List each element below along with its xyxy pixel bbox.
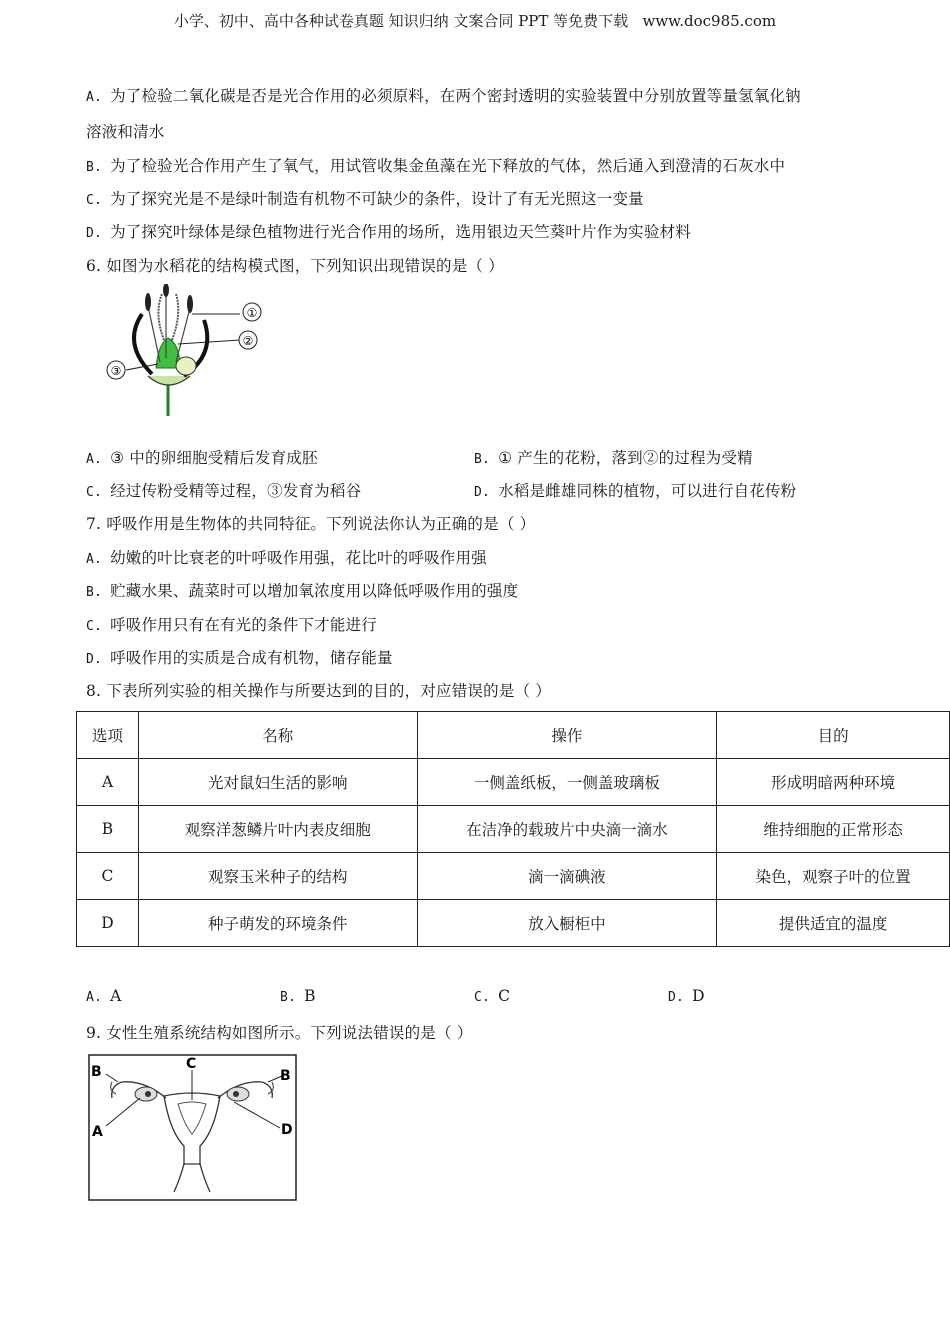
- table-cell: 提供适宜的温度: [717, 900, 950, 947]
- table-cell: A: [77, 759, 139, 806]
- header-text: 小学、初中、高中各种试卷真题 知识归纳 文案合同 PPT 等免费下载: [173, 12, 629, 30]
- q7-option-c: C. 呼吸作用只有在有光的条件下才能进行: [86, 616, 377, 634]
- table-header-cell: 操作: [417, 712, 717, 759]
- figure-label-c: C: [186, 1056, 197, 1072]
- table-header-row: [77, 712, 950, 759]
- q8-answer-d: D. D: [668, 987, 705, 1005]
- q9-stem: 9. 女性生殖系统结构如图所示。下列说法错误的是（ ）: [86, 1024, 473, 1042]
- table-header-cell: 目的: [717, 712, 950, 759]
- table-header-cell: 选项: [77, 712, 139, 759]
- header-site-link[interactable]: www.doc985.com: [642, 12, 777, 30]
- q7-option-b: B. 贮藏水果、蔬菜时可以增加氧浓度用以降低呼吸作用的强度: [86, 582, 519, 600]
- q7-stem: 7. 呼吸作用是生物体的共同特征。下列说法你认为正确的是（ ）: [86, 515, 536, 533]
- q6-stem: 6. 如图为水稻花的结构模式图，下列知识出现错误的是（ ）: [86, 257, 504, 275]
- table-cell: 维持细胞的正常形态: [717, 806, 950, 853]
- table-cell: 染色，观察子叶的位置: [717, 853, 950, 900]
- table-cell: D: [77, 900, 139, 947]
- q8-answer-b: B. B: [280, 987, 316, 1005]
- table-row: [77, 853, 950, 900]
- flower-label-1: ①: [246, 306, 258, 320]
- female-reproductive-diagram: [88, 1054, 298, 1202]
- table-cell: 放入橱柜中: [417, 900, 717, 947]
- table-cell: 滴一滴碘液: [417, 853, 717, 900]
- q8-table: [76, 711, 950, 947]
- figure-label-b-left: B: [91, 1064, 102, 1080]
- q6-option-b: B. ① 产生的花粉，落到②的过程为受精: [474, 449, 753, 467]
- table-cell: 种子萌发的环境条件: [138, 900, 417, 947]
- table-cell: 形成明暗两种环境: [717, 759, 950, 806]
- rice-flower-diagram: [100, 284, 270, 420]
- q7-option-d: D. 呼吸作用的实质是合成有机物，储存能量: [86, 649, 393, 667]
- figure-label-d: D: [281, 1122, 293, 1138]
- table-cell: C: [77, 853, 139, 900]
- q5-option-c: C. 为了探究光是不是绿叶制造有机物不可缺少的条件，设计了有无光照这一变量: [86, 190, 644, 208]
- table-row: [77, 900, 950, 947]
- q8-stem: 8. 下表所列实验的相关操作与所要达到的目的，对应错误的是（ ）: [86, 682, 552, 700]
- q5-option-d: D. 为了探究叶绿体是绿色植物进行光合作用的场所，选用银边天竺葵叶片作为实验材料: [86, 223, 691, 241]
- q8-answer-a: A. A: [86, 987, 122, 1005]
- flower-label-3: ③: [110, 364, 122, 378]
- table-cell: 观察玉米种子的结构: [138, 853, 417, 900]
- page-header: [0, 10, 950, 31]
- flower-label-2: ②: [242, 334, 254, 348]
- figure-label-b-right: B: [280, 1068, 291, 1084]
- q8-answer-c: C. C: [474, 987, 511, 1005]
- q6-option-c: C. 经过传粉受精等过程，③发育为稻谷: [86, 482, 362, 500]
- q5-option-a: A. 为了检验二氧化碳是否是光合作用的必须原料，在两个密封透明的实验装置中分别放置等量氢氧化钠: [86, 87, 801, 105]
- figure-label-a: A: [92, 1124, 103, 1140]
- q7-option-a: A. 幼嫩的叶比衰老的叶呼吸作用强，花比叶的呼吸作用强: [86, 549, 487, 567]
- table-cell: B: [77, 806, 139, 853]
- q6-option-d: D. 水稻是雌雄同株的植物，可以进行自花传粉: [474, 482, 797, 500]
- q5-option-a-cont: 溶液和清水: [86, 123, 165, 141]
- table-cell: 光对鼠妇生活的影响: [138, 759, 417, 806]
- q5-option-b: B. 为了检验光合作用产生了氧气，用试管收集金鱼藻在光下释放的气体，然后通入到澄清的石灰水中: [86, 157, 786, 175]
- table-cell: 在洁净的载玻片中央滴一滴水: [417, 806, 717, 853]
- table-cell: 一侧盖纸板，一侧盖玻璃板: [417, 759, 717, 806]
- table-header-cell: 名称: [138, 712, 417, 759]
- table-cell: 观察洋葱鳞片叶内表皮细胞: [138, 806, 417, 853]
- table-row: [77, 806, 950, 853]
- q6-option-a: A. ③ 中的卵细胞受精后发育成胚: [86, 449, 318, 467]
- table-row: [77, 759, 950, 806]
